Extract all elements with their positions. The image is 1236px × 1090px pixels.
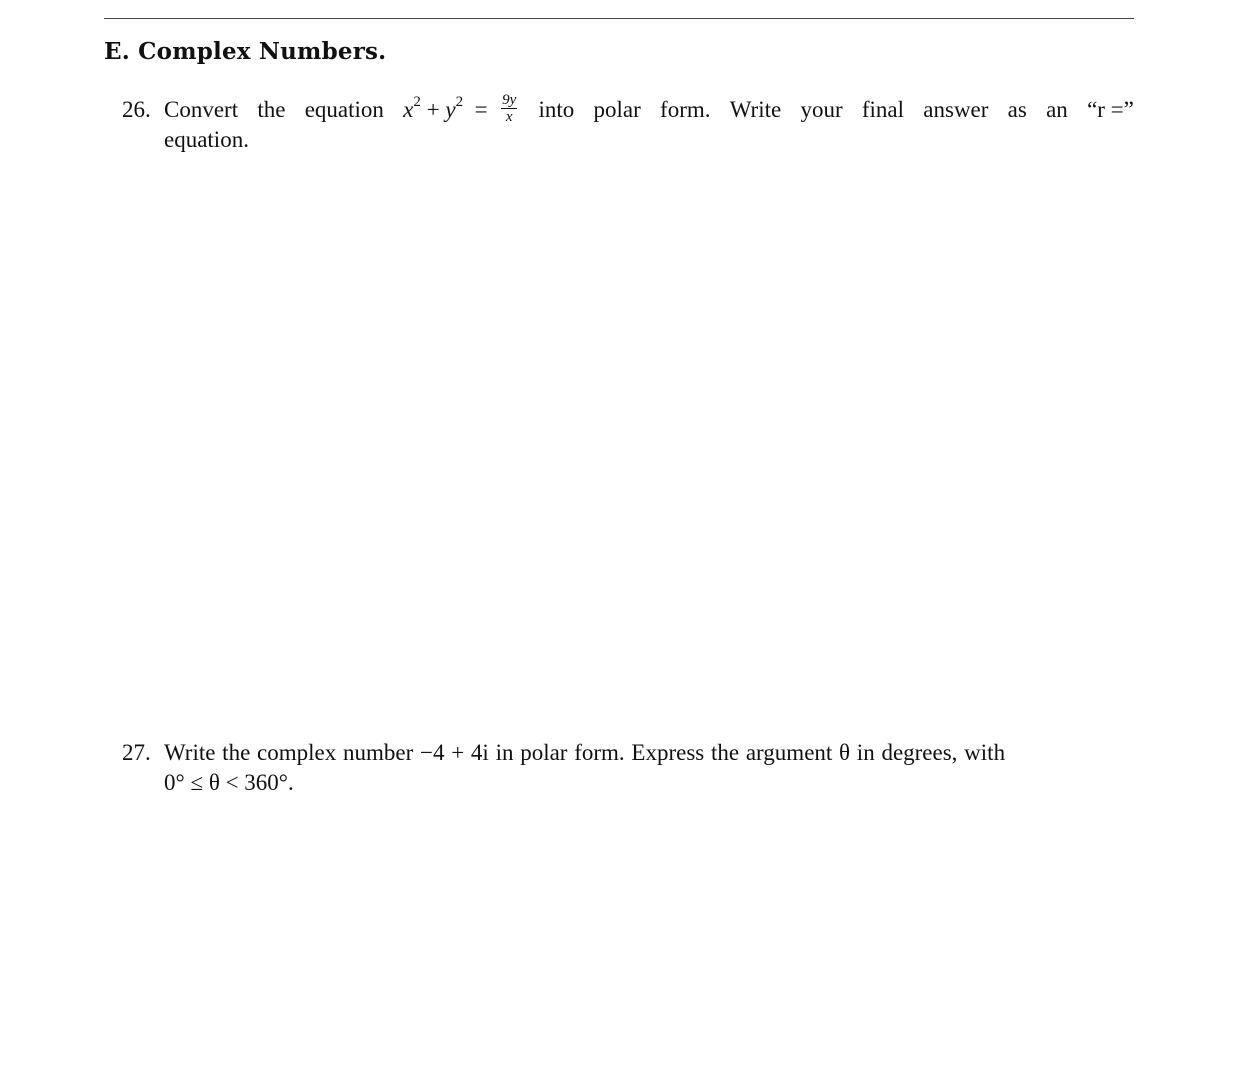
problem-26 [122,92,1134,155]
math-var-x: x [403,97,414,122]
equation-lhs [403,92,519,127]
math-plus: + [426,97,440,122]
problem-27 [122,738,1134,798]
word: equation [304,97,384,122]
top-rule [104,18,1134,19]
word: answer [923,97,989,122]
quoted-r-equals: “r =” [1087,97,1134,122]
word: final [861,97,905,122]
word: Convert [164,97,239,122]
word: polar [593,97,641,122]
problem-number: 26. [122,97,151,122]
math-equals: = [474,97,488,122]
word: into [538,97,575,122]
word: Write [729,97,782,122]
problem-26-line-1 [164,92,1134,126]
exponent: 2 [413,94,421,111]
problem-26-line-2: equation. [164,127,249,152]
exponent: 2 [455,94,464,111]
word: an [1046,97,1068,122]
problem-27-line-2: 0° ≤ θ < 360°. [164,770,294,795]
problem-27-line-1: Write the complex number −4 + 4i in polar form. Express the argument θ in degrees, with [164,740,1006,765]
fraction-denominator: x [505,109,513,126]
problem-number: 27. [122,740,151,765]
fraction-numerator: 9y [502,92,517,109]
section-title: E. Complex Numbers. [104,38,387,65]
word: the [257,97,286,122]
word: as [1007,97,1027,122]
math-var-y: y [445,97,456,122]
word: your [800,97,843,122]
fraction [501,93,517,124]
word: form. [660,97,711,122]
